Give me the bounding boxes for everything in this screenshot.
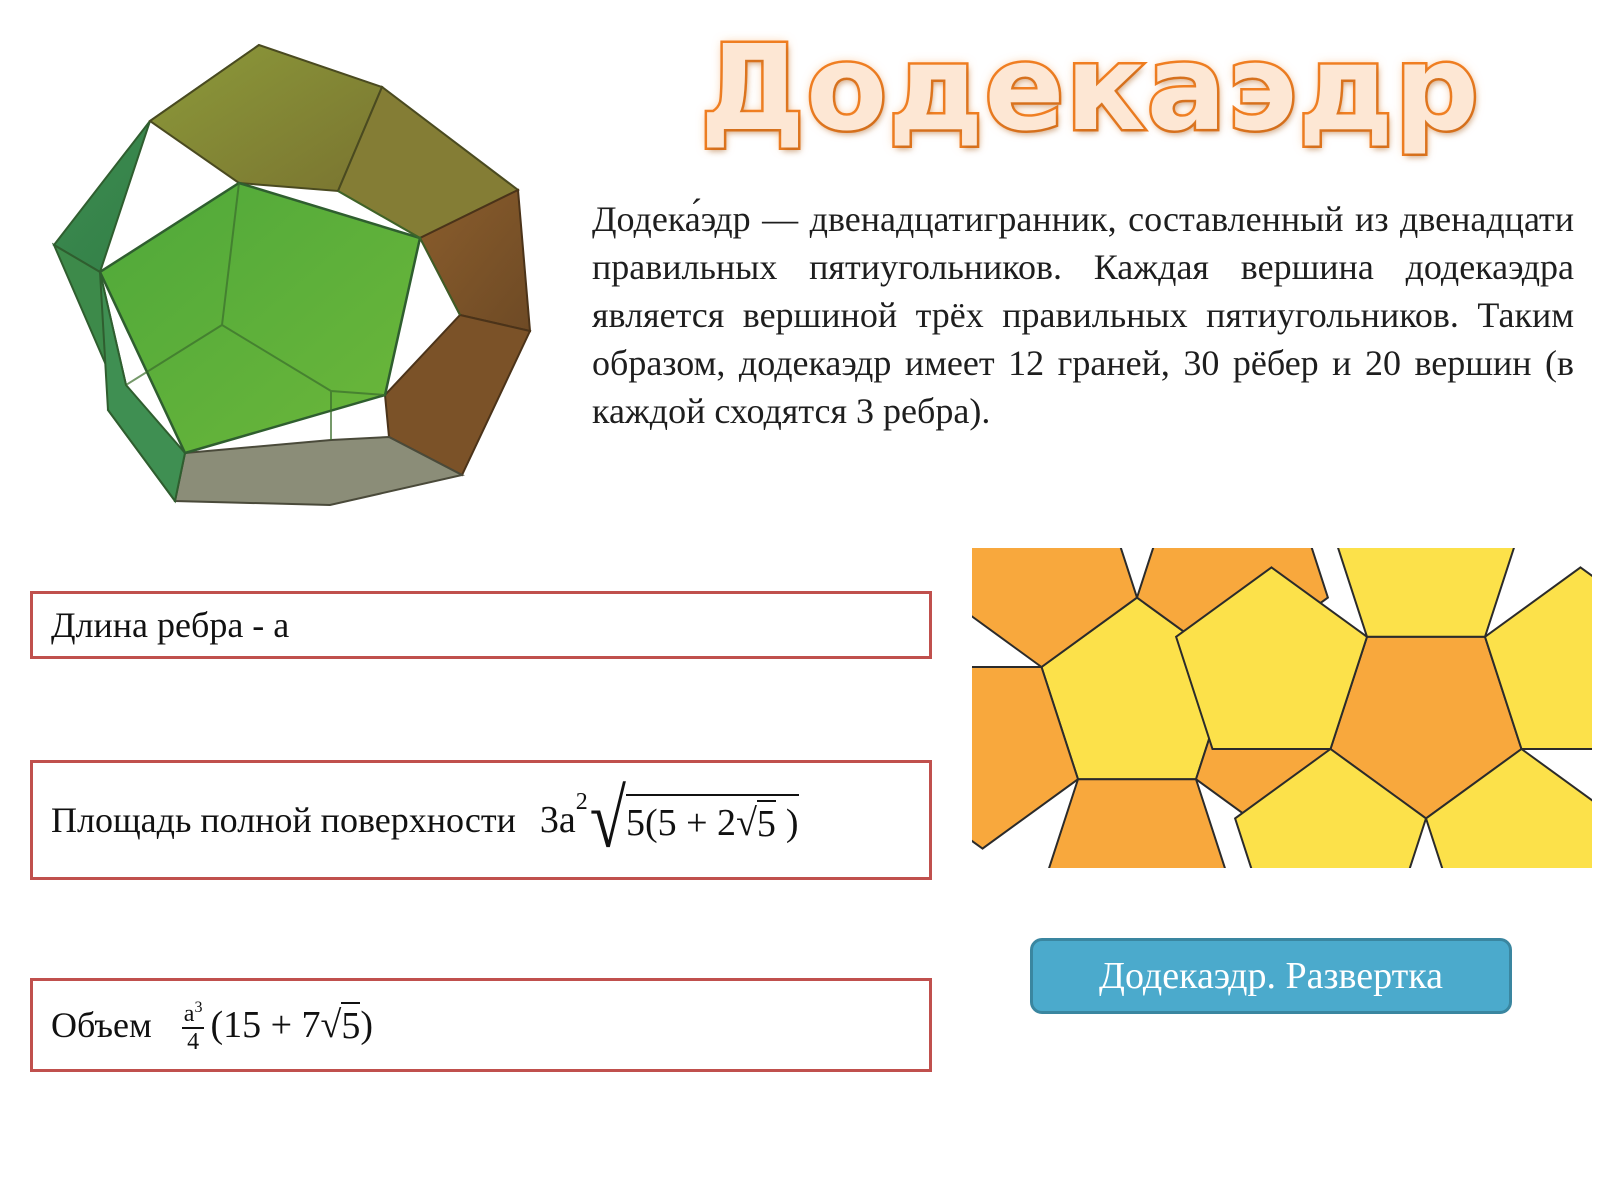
dodecahedron-net-button[interactable]: Додекаэдр. Развертка (1030, 938, 1512, 1014)
inner-radicand: 5 (757, 800, 776, 846)
formula-tail: ) (360, 1004, 374, 1046)
volume-formula (182, 995, 373, 1055)
fraction-numerator: $a^3$ (182, 995, 205, 1029)
surface-area-label: Площадь полной поверхности (51, 800, 516, 840)
slide-title: Додекаэдр (700, 19, 1480, 157)
radicand-head: 5(5 + 2 (625, 802, 737, 844)
sqrt-sign: √ (589, 773, 626, 865)
edge-length-label: Длина ребра - а (51, 605, 290, 645)
dodecahedron-illustration (40, 35, 560, 525)
inner-sqrt-sign: √ (736, 802, 757, 844)
net-left-petal-3 (1042, 779, 1233, 868)
volume-label: Объем (51, 1005, 152, 1045)
volume-box (30, 978, 932, 1072)
surface-area-box (30, 760, 932, 880)
volume-body: (15 + 7 (210, 1004, 321, 1046)
surface-area-formula (539, 773, 799, 865)
edge-length-box (30, 591, 932, 659)
radicand (626, 794, 799, 846)
inner-radicand: 5 (341, 1002, 360, 1048)
description-text: Додека́эдр — двенадцатигранник, составленный из двенадцати правильных пятиугольников. Каждая вершина додекаэдра является вершиной трёх правильных пятиугольников. Таким образом, додекаэдр имеет 12 граней, 30 рёбер и 20 вершин (в каждой сходятся 3 ребра). (592, 199, 1574, 431)
formula-coef: 3a (539, 799, 576, 841)
inner-sqrt-sign: √ (320, 1004, 342, 1046)
fraction (182, 995, 205, 1055)
net-right-petal-3 (1331, 548, 1522, 637)
fraction-denominator: 4 (187, 1029, 200, 1055)
formula-tail: ) (785, 802, 799, 844)
dodecahedron-net-illustration (972, 548, 1592, 868)
formula-exp: 2 (575, 788, 588, 815)
